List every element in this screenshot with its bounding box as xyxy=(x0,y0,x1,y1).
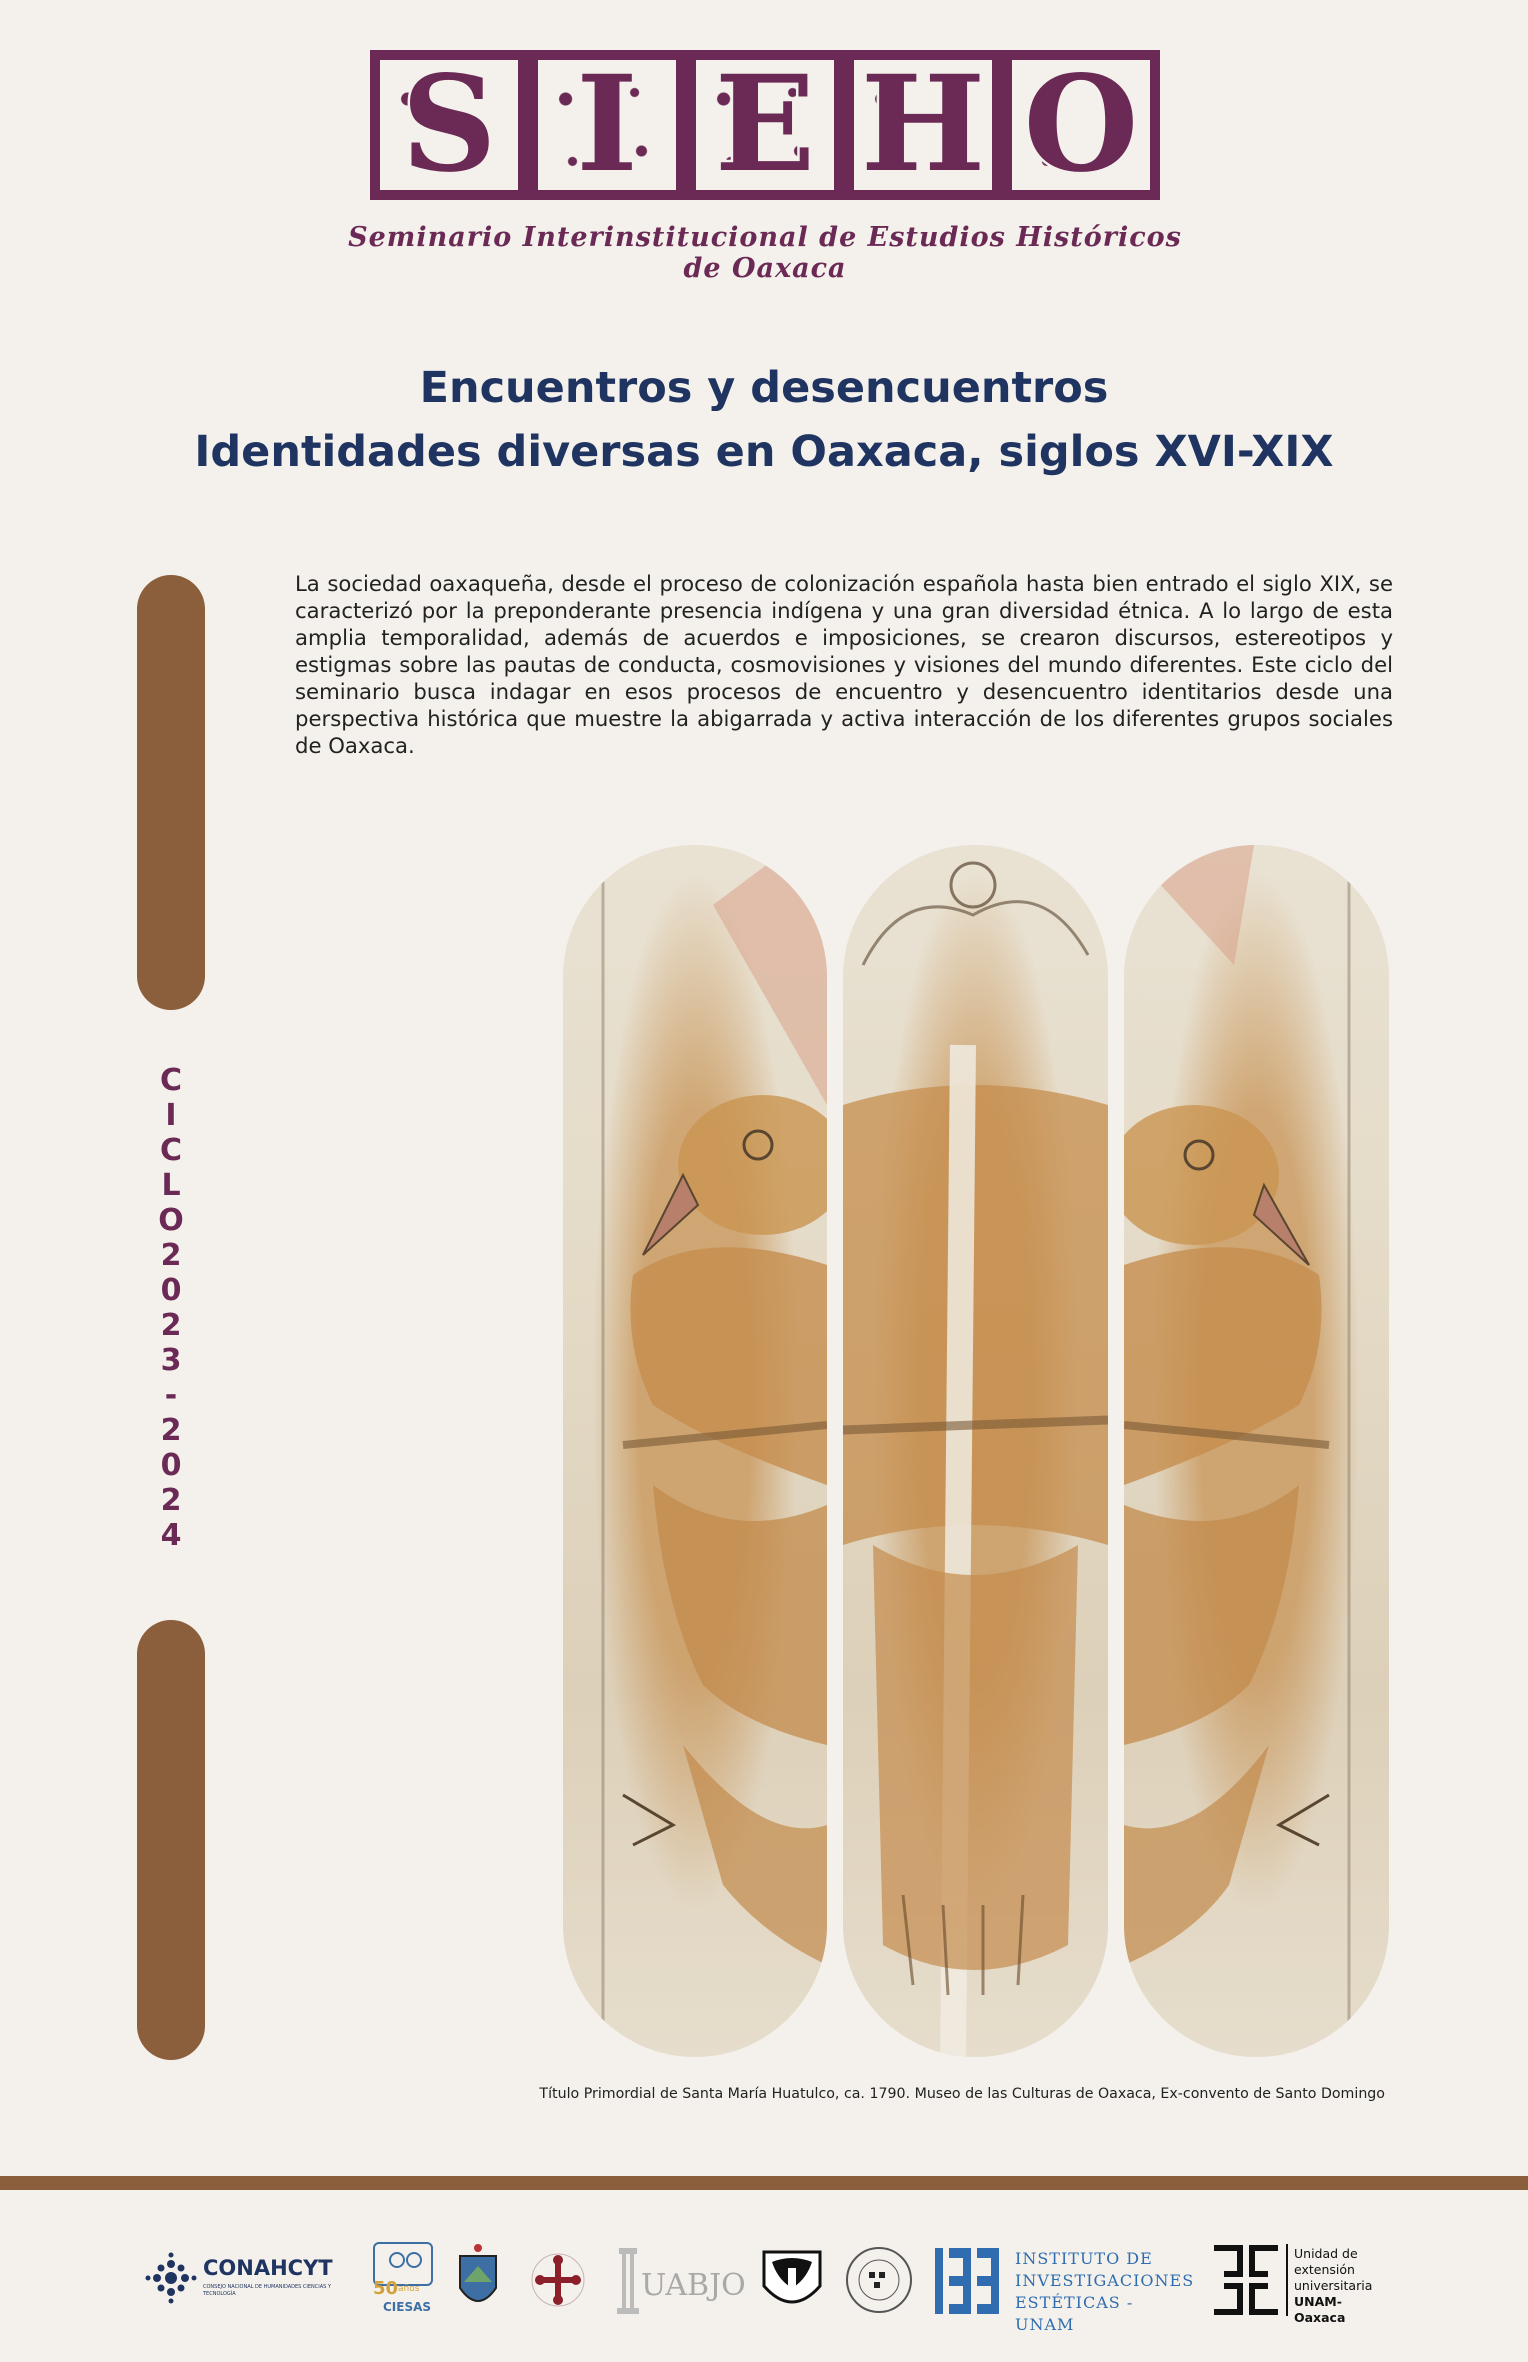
iie-unam-logo xyxy=(935,2246,1195,2334)
ciclo-char: 0 xyxy=(160,1448,182,1483)
eagle-image-column-left xyxy=(563,845,827,2057)
title-line-2: Identidades diversas en Oaxaca, siglos XVI-XIX xyxy=(194,427,1334,477)
logo-letter: H xyxy=(860,47,986,202)
ciclo-char: 2 xyxy=(160,1483,182,1518)
decorative-bar-top xyxy=(137,575,205,1010)
uabjo-logo xyxy=(615,2246,746,2316)
ciclo-char: 2 xyxy=(160,1238,182,1273)
decorative-bar-bottom xyxy=(137,1620,205,2060)
conahcyt-name: CONAHCYT xyxy=(203,2256,333,2280)
sponsor-logos-footer xyxy=(0,2190,1528,2362)
logo-box-o xyxy=(1002,47,1160,202)
cross-seal-icon xyxy=(528,2242,588,2318)
uabjo-column-icon xyxy=(615,2246,641,2314)
eagle-center-illustration xyxy=(843,845,1108,2057)
description-paragraph: La sociedad oaxaqueña, desde el proceso de colonización española hasta bien entrado el siglo XIX, se caracterizó por la preponderante presencia indígena y una gran diversidad étnica. A lo largo de esta amplia temporalidad, además de acuerdos e imposiciones, se crearon discursos, estereotipos y estigmas sobre las pautas de conducta, cosmovisiones y visiones del mundo diferentes. Este ciclo del seminario busca indagar en esos procesos de encuentro y desencuentro identitarios desde una perspectiva histórica que muestre la abigarrada y activa interacción de los diferentes grupos sociales de Oaxaca. xyxy=(295,571,1393,758)
shield-logo xyxy=(455,2240,501,2318)
ciclo-vertical-label xyxy=(137,1063,205,1553)
glyph-grid-icon xyxy=(1210,2244,1282,2316)
ciclo-char: - xyxy=(164,1378,178,1413)
eagle-image-column-right xyxy=(1124,845,1389,2057)
footer-divider xyxy=(0,2176,1528,2190)
ciesas-years: años xyxy=(398,2284,420,2294)
ciesas-name: CIESAS xyxy=(383,2300,432,2314)
cross-seal-logo xyxy=(528,2242,588,2318)
ciesas-logo xyxy=(373,2238,435,2318)
logo-letter: S xyxy=(401,47,497,202)
eagle-image-column-center xyxy=(843,845,1108,2057)
unidad-extension-text: Unidad de extensión universitaria UNAM-Oaxaca xyxy=(1294,2246,1373,2325)
logo-subtitle: Seminario Interinstitucional de Estudios Históricos de Oaxaca xyxy=(348,222,1182,284)
logo-letters xyxy=(370,47,1160,210)
unidad-extension-logo xyxy=(1210,2244,1385,2325)
conahcyt-tagline: CONSEJO NACIONAL DE HUMANIDADES CIENCIAS Y TECNOLOGÍA xyxy=(203,2284,332,2297)
round-seal-icon xyxy=(843,2244,915,2316)
logo-letter: E xyxy=(714,47,816,202)
ciclo-char: L xyxy=(161,1168,181,1203)
ciclo-char: C xyxy=(159,1063,183,1098)
logo-box-s xyxy=(370,47,528,202)
uabjo-name: UABJO xyxy=(641,2268,746,2303)
ciclo-char: 2 xyxy=(160,1413,182,1448)
sieho-logo xyxy=(370,47,1160,210)
ciclo-char: 2 xyxy=(160,1308,182,1343)
iie-name: INSTITUTO DE INVESTIGACIONES ESTÉTICAS - UNAM xyxy=(1015,2249,1195,2334)
eagle-right-illustration xyxy=(1124,845,1389,2057)
ciclo-char: I xyxy=(165,1098,177,1133)
title-line-1: Encuentros y desencuentros xyxy=(419,363,1109,413)
unam-oaxaca-seal-logo xyxy=(843,2244,915,2316)
logo-box-e xyxy=(686,47,844,202)
logo-letter: O xyxy=(1023,47,1139,202)
ciclo-char: 0 xyxy=(160,1273,182,1308)
ciclo-char: 4 xyxy=(160,1518,182,1553)
ciesas-number: 50 xyxy=(373,2278,399,2299)
unam-eagle-icon xyxy=(760,2246,824,2318)
ciclo-char: 3 xyxy=(160,1343,182,1378)
shield-icon xyxy=(455,2240,501,2318)
logo-letter: I xyxy=(576,47,638,202)
unam-logo xyxy=(760,2246,824,2318)
logo-box-h xyxy=(844,47,1002,202)
eagle-left-illustration xyxy=(563,845,827,2057)
conahcyt-dots-icon xyxy=(145,2252,197,2304)
image-caption: Título Primordial de Santa María Huatulco, ca. 1790. Museo de las Culturas de Oaxaca, Ex-convento de Santo Domingo xyxy=(539,2086,1385,2102)
conahcyt-logo xyxy=(145,2250,355,2310)
ciclo-char: O xyxy=(158,1203,184,1238)
ciclo-char: C xyxy=(159,1133,183,1168)
page-title xyxy=(0,356,1528,484)
iie-mark-icon xyxy=(935,2248,1005,2314)
logo-box-i xyxy=(528,47,686,202)
